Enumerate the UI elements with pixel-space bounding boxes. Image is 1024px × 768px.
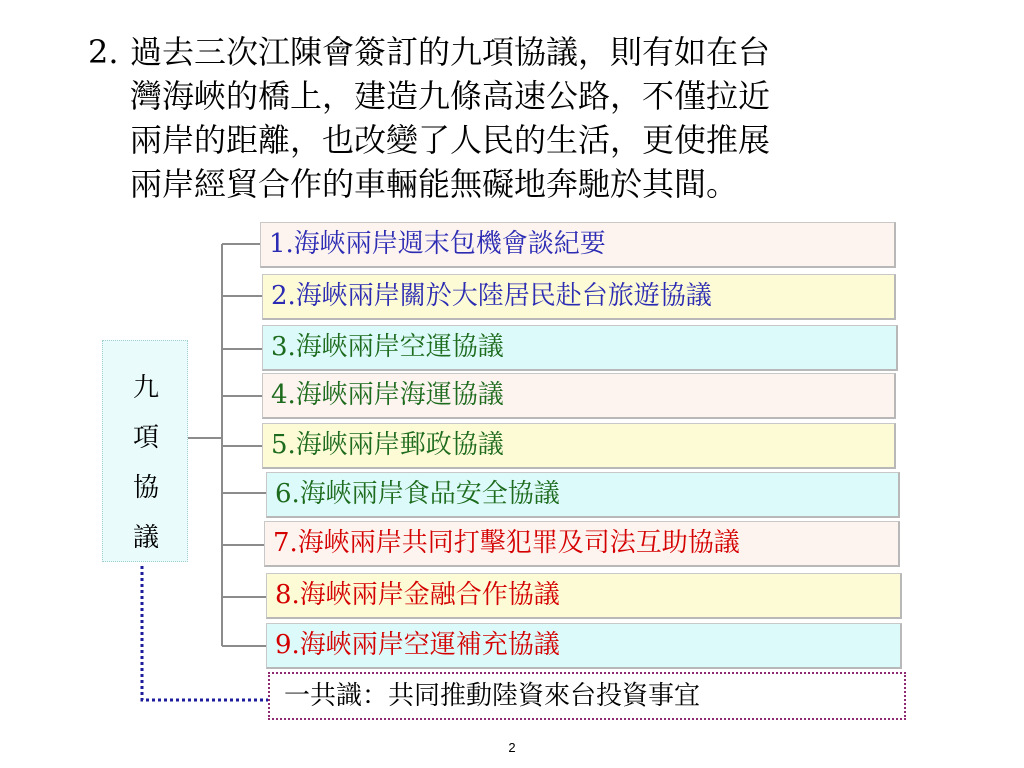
consensus-box: 一共識：共同推動陸資來台投資事宜 [268,672,906,720]
agreement-item-9: 9.海峽兩岸空運補充協議 [266,623,902,669]
page-number: 2 [508,740,516,755]
agreement-item-3: 3.海峽兩岸空運協議 [262,325,898,371]
agreement-item-6: 6.海峽兩岸食品安全協議 [266,472,900,518]
agreement-item-1: 1.海峽兩岸週末包機會談紀要 [260,222,896,268]
paragraph-line-1: 2. 過去三次江陳會簽訂的九項協議，則有如在台 [88,30,948,74]
agreement-item-8: 8.海峽兩岸金融合作協議 [266,573,902,619]
paragraph-line-4: 兩岸經貿合作的車輛能無礙地奔馳於其間。 [130,165,739,203]
side-label-char: 協 [132,473,159,503]
paragraph-line-2: 灣海峽的橋上，建造九條高速公路，不僅拉近 [130,77,771,115]
agreement-item-7: 7.海峽兩岸共同打擊犯罪及司法互助協議 [264,521,900,567]
nine-agreements-label-box [102,340,188,562]
paragraph-line-3: 兩岸的距離，也改變了人民的生活，更使推展 [130,121,771,159]
agreement-item-4: 4.海峽兩岸海運協議 [262,373,896,419]
side-label-char: 項 [132,423,159,453]
side-label-char: 議 [132,523,159,553]
agreement-item-2: 2.海峽兩岸關於大陸居民赴台旅遊協議 [262,274,896,320]
intro-paragraph [88,30,948,206]
paragraph-number: 2. [88,33,119,71]
side-label-char: 九 [132,373,159,403]
agreement-item-5: 5.海峽兩岸郵政協議 [262,423,896,469]
